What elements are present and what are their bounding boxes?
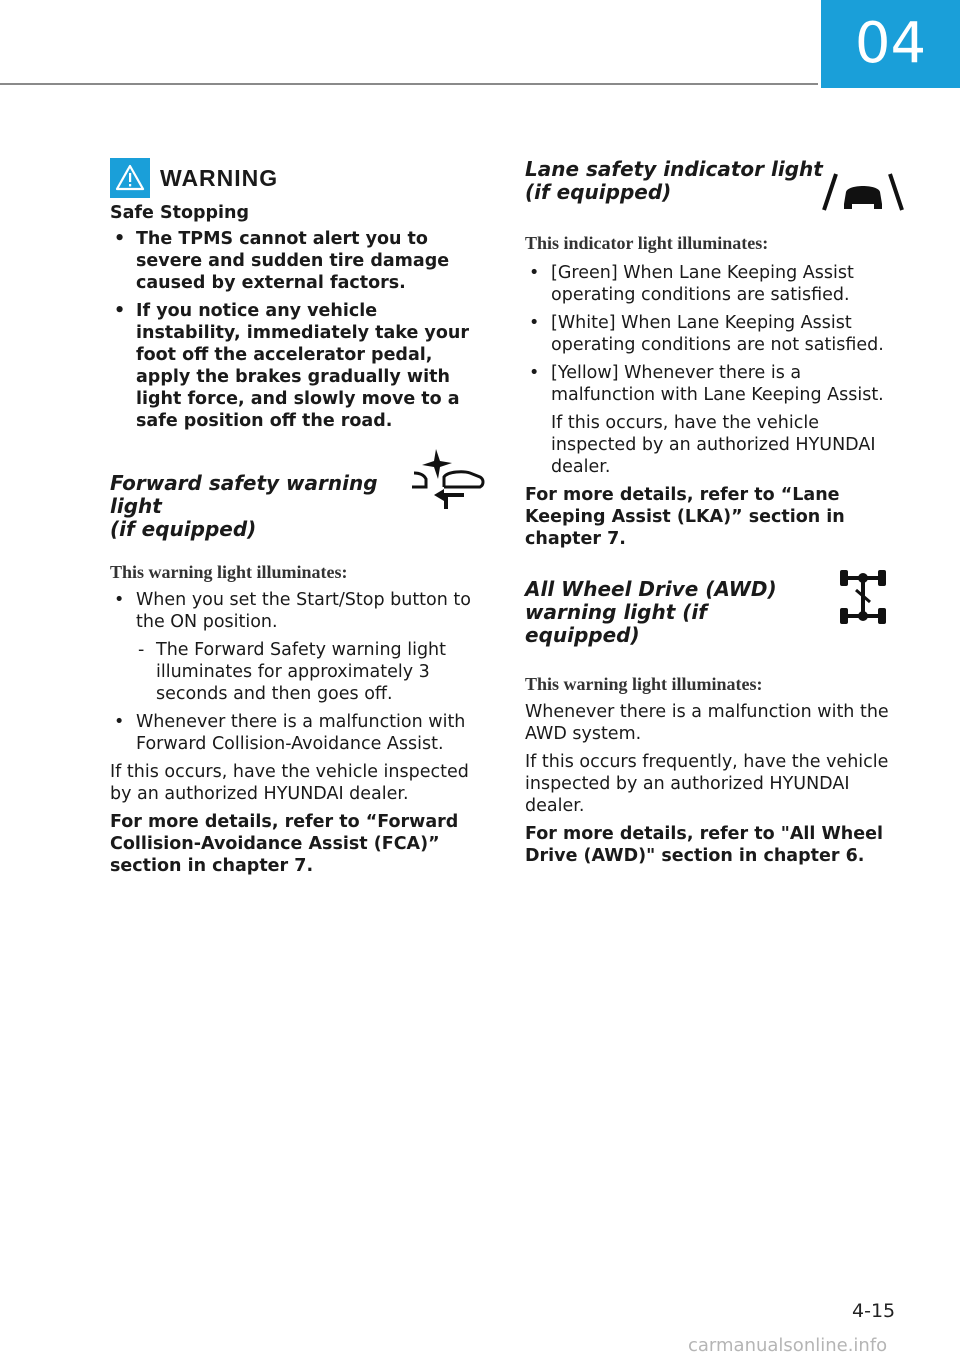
awd-intro: This warning light illuminates:: [525, 674, 763, 694]
header-rule: [0, 83, 818, 85]
watermark: carmanualsonline.info: [688, 1335, 888, 1356]
warning-item: • If you notice any vehicle instability, immediately take your foot off the accelerator pedal, apply the brakes gradually with light force, and slowly move to a safe position off the road.: [114, 301, 469, 431]
list-item: • When you set the Start/Stop button to the ON position.: [114, 590, 471, 632]
section-title-awd: All Wheel Drive (AWD) warning light (if equipped): [525, 577, 777, 647]
lane-intro: This indicator light illuminates:: [525, 233, 769, 253]
section-title-lane-safety: Lane safety indicator light (if equipped): [525, 157, 823, 204]
forward-collision-warning-icon: [408, 447, 488, 513]
right-column: [525, 158, 901, 867]
sub-list-item: - The Forward Safety warning light illuminates for approximately 3 seconds and then goes off.: [138, 640, 447, 704]
list-item: • [White] When Lane Keeping Assist operating conditions are not satisfied.: [529, 313, 884, 355]
lane-reference: For more details, refer to “Lane Keeping Assist (LKA)” section in chapter 7.: [525, 485, 845, 549]
awd-icon: [838, 568, 888, 630]
forward-reference: For more details, refer to “Forward Collision-Avoidance Assist (FCA)” section in chapter 7.: [110, 812, 459, 876]
list-item: • [Green] When Lane Keeping Assist operating conditions are satisfied.: [529, 263, 854, 305]
lane-safety-icon: [822, 172, 904, 216]
left-column: [110, 158, 486, 877]
warning-subtitle: Safe Stopping: [110, 203, 250, 223]
chapter-tab: 04: [821, 0, 960, 88]
list-item: • [Yellow] Whenever there is a malfunction with Lane Keeping Assist.: [529, 363, 884, 405]
section-title-forward-safety: Forward safety warning light (if equipped): [110, 471, 378, 541]
list-item: • Whenever there is a malfunction with Forward Collision-Avoidance Assist.: [114, 712, 466, 754]
page-number: 4-15: [852, 1300, 896, 1322]
warning-header: [110, 158, 486, 198]
warning-label: WARNING: [160, 164, 279, 191]
list-item-note: If this occurs, have the vehicle inspected by an authorized HYUNDAI dealer.: [551, 413, 876, 477]
awd-paragraph: If this occurs frequently, have the vehicle inspected by an authorized HYUNDAI dealer.: [525, 752, 889, 816]
awd-paragraph: Whenever there is a malfunction with the AWD system.: [525, 702, 889, 744]
forward-note: If this occurs, have the vehicle inspected by an authorized HYUNDAI dealer.: [110, 762, 469, 804]
warning-triangle-icon: [110, 158, 150, 198]
warning-item: • The TPMS cannot alert you to severe and sudden tire damage caused by external factors.: [114, 229, 450, 293]
awd-reference: For more details, refer to "All Wheel Drive (AWD)" section in chapter 6.: [525, 824, 883, 866]
forward-intro: This warning light illuminates:: [110, 562, 348, 582]
